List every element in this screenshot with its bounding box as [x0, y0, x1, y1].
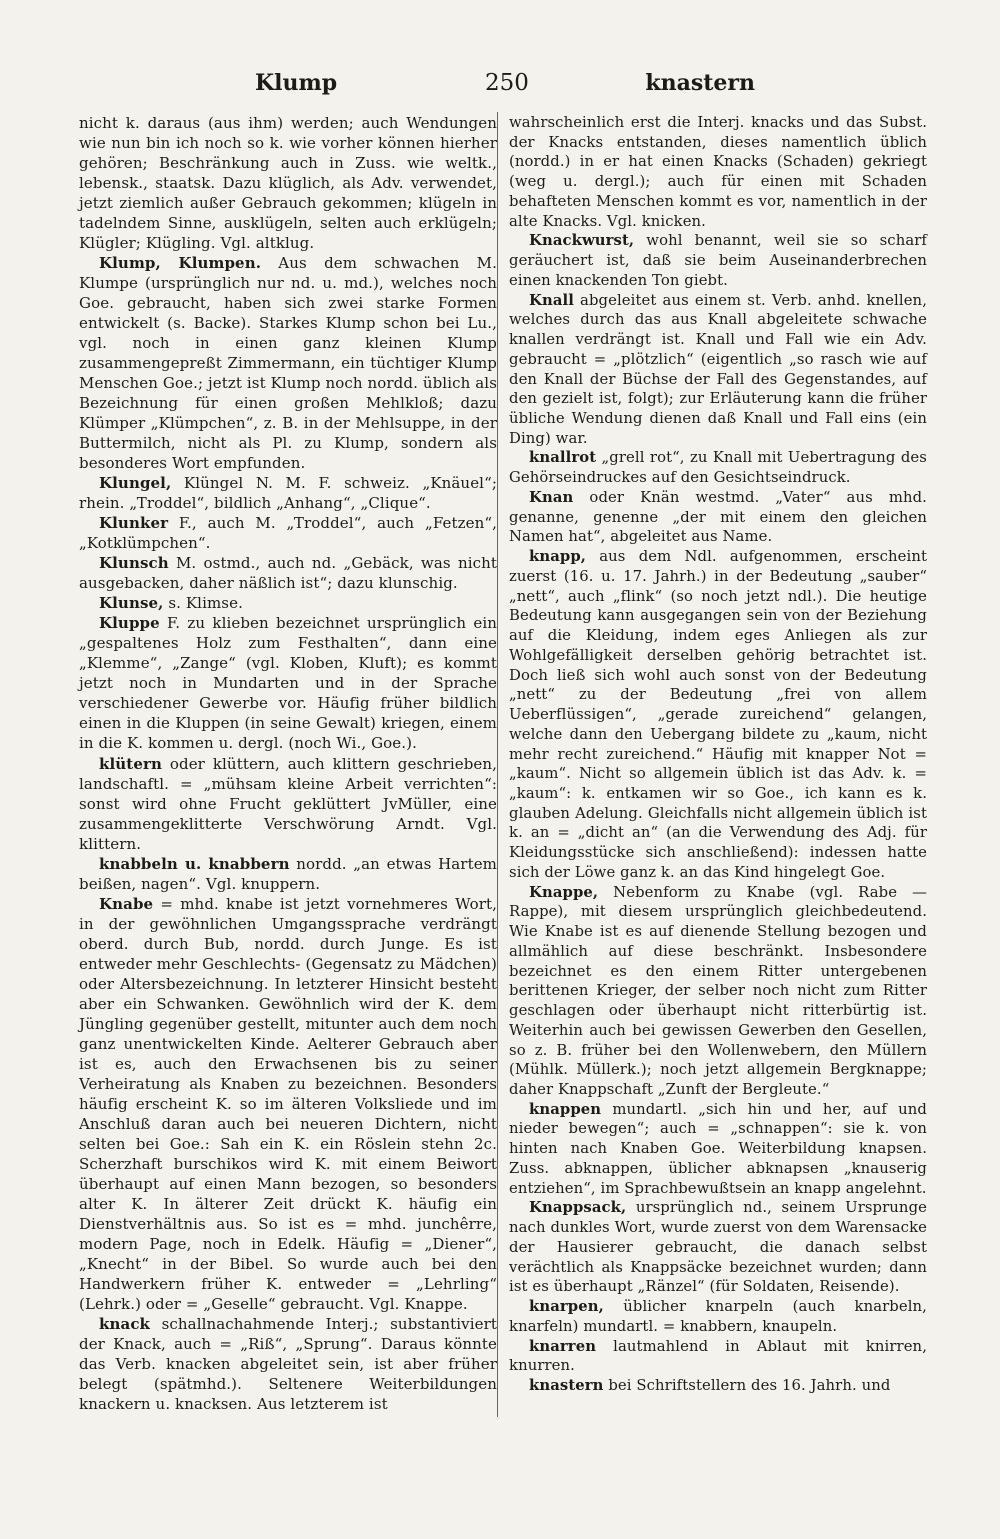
- entry-headword: Knall: [529, 291, 574, 309]
- entry-headword: knallrot: [529, 449, 597, 467]
- entry-text: wahrscheinlich erst die Interj. knacks und das Subst. der Knacks entstanden, dieses namentlich üblich (nordd.) in er hat einen Knacks (Schaden) gekriegt (weg u. dergl.); auch für einen mit Schaden behafteten Menschen kommt es vor, namentlich in der alte Knacks. Vgl. knicken.: [509, 114, 927, 230]
- entry-text: M. ostmd., auch nd. „Gebäck, was nicht ausgebacken, daher näßlich ist“; dazu klunschig.: [79, 554, 497, 593]
- entry-headword: Knan: [529, 488, 574, 506]
- entry-headword: knappen: [529, 1100, 602, 1118]
- column-divider: [497, 112, 498, 1417]
- entry-text: oder klüttern, auch klittern geschrieben, landschaftl. = „mühsam kleine Arbeit verrichten“: sonst wird ohne Frucht geklüttert JvMüller, eine zusammengeklitterte Verschwörung Arndt. Vgl. klittern.: [79, 754, 497, 853]
- entry-text: F., auch M. „Troddel“, auch „Fetzen“, „Kotklümpchen“.: [79, 514, 497, 553]
- dictionary-entry: [79, 513, 497, 553]
- entry-headword: Klunker: [99, 514, 169, 533]
- entry-headword: Klungel,: [99, 474, 172, 493]
- entry-text: nicht k. daraus (aus ihm) werden; auch Wendungen wie nun bin ich noch so k. wie vorher können hierher gehören; Beschränkung auch in Zuss. wie weltk., lebensk., staatsk. Dazu klüglich, als Adv. verwendet, jetzt ziemlich außer Gebrauch gekommen; klügeln in tadelndem Sinne, ausklügeln, selten auch erklügeln; Klügler; Klügling. Vgl. altklug.: [79, 114, 497, 253]
- entry-headword: knarren: [529, 1337, 597, 1355]
- dictionary-entry: [509, 1198, 927, 1297]
- dictionary-entry: [79, 894, 497, 1314]
- dictionary-entry: [509, 113, 927, 231]
- entry-text: = mhd. knabe ist jetzt vornehmeres Wort, in der gewöhnlichen Umgangssprache verdrängt oberd. durch Bub, nordd. durch Junge. Es ist entweder mehr Geschlechts- (Gegensatz zu Mädchen) oder Altersbezeichnung. In letzterer Hinsicht besteht aber ein Schwanken. Gewöhnlich wird der K. dem Jüngling gegenüber gestellt, mitunter auch dem noch ganz unentwickelten Kinde. Aelterer Gebrauch aber ist es, auch den Erwachsenen bis zu seiner Verheiratung als Knaben zu bezeichnen. Besonders häufig erscheint K. so im älteren Volksliede und im Anschluß daran auch bei neueren Dichtern, nicht selten bei Goe.: Sah ein K. ein Röslein stehn 2c. Scherzhaft burschikos wird K. mit einem Beiwort überhaupt auf einen Mann bezogen, so besonders alter K. In älterer Zeit drückt K. häufig ein Dienstverhältnis aus. So ist es = mhd. junchêrre, modern Page, noch in Edelk. Häufig = „Diener“, „Knecht“ in der Bibel. So wurde auch bei den Handwerkern früher K. entweder = „Lehrling“ (Lehrk.) oder = „Geselle“ gebraucht. Vgl. Knappe.: [79, 894, 497, 1313]
- dictionary-entry: [79, 553, 497, 593]
- entry-headword: Kluppe: [99, 614, 160, 633]
- entry-text: wohl benannt, weil sie so scharf geräuchert ist, daß sie beim Auseinanderbrechen einen knackenden Ton giebt.: [509, 232, 927, 289]
- dictionary-entry: [509, 448, 927, 487]
- dictionary-entry: [509, 231, 927, 290]
- entry-headword: Knappe,: [529, 883, 599, 901]
- dictionary-entry: [79, 1314, 497, 1414]
- dictionary-entry: [509, 1297, 927, 1336]
- page-number: 250: [485, 70, 529, 96]
- dictionary-entry: [79, 754, 497, 854]
- dictionary-entry: [79, 473, 497, 513]
- entry-headword: knack: [99, 1314, 151, 1333]
- entry-text: Nebenform zu Knabe (vgl. Rabe — Rappe), mit diesem ursprünglich gleichbedeutend. Wie Knabe ist es auf dienende Stellung bezogen und allmählich auf diese beschränkt. Insbesondere bezeichnet es den einem Ritter untergebenen berittenen Krieger, der selber noch nicht zum Ritter geschlagen oder überhaupt nicht ritterbürtig ist. Weiterhin auch bei gewissen Gewerben den Gesellen, so z. B. früher bei den Wollenwebern, den Müllern (Mühlk. Müllerk.); noch jetzt allgemein Bergknappe; daher Knappschaft „Zunft der Bergleute.“: [509, 883, 927, 1098]
- entry-headword: Knappsack,: [529, 1199, 627, 1217]
- dictionary-entry: [509, 1337, 927, 1376]
- right-catchword: knastern: [645, 70, 755, 96]
- entry-text: bei Schriftstellern des 16. Jahrh. und: [603, 1377, 891, 1394]
- entry-headword: klütern: [99, 754, 162, 773]
- entry-headword: Knabe: [99, 894, 154, 913]
- left-catchword: Klump: [255, 70, 338, 96]
- entry-text: abgeleitet aus einem st. Verb. anhd. knellen, welches durch das aus Knall abgeleitete schwache knallen verdrängt ist. Knall und Fall wie ein Adv. gebraucht = „plötzlich“ (eigentlich „so rasch wie auf den Knall der Büchse der Fall des Gegenstandes, auf den gezielt ist, folgt); zur Erläuterung kann die früher übliche Wendung dienen daß Knall und Fall eins (ein Ding) war.: [509, 291, 927, 447]
- dictionary-entry: [79, 593, 497, 613]
- entry-headword: Klump, Klumpen.: [99, 254, 262, 273]
- entry-text: mundartl. „sich hin und her, auf und nieder bewegen“; auch = „schnappen“: sie k. von hinten nach Knaben Goe. Weiterbildung knapsen. Zuss. abknappen, üblicher abknapsen „knauserig entziehen“, im Sprachbewußtsein an knapp angelehnt.: [509, 1100, 927, 1197]
- entry-headword: Klunsch: [99, 554, 169, 573]
- entry-text: s. Klimse.: [163, 594, 243, 613]
- dictionary-entry: [509, 1100, 927, 1199]
- entry-text: „grell rot“, zu Knall mit Uebertragung des Gehörseindruckes auf den Gesichtseindruck.: [509, 449, 927, 487]
- entry-text: oder Knän westmd. „Vater“ aus mhd. genanne, genenne „der mit einem den gleichen Namen hat“, abgeleitet aus Name.: [509, 488, 927, 546]
- dictionary-entry: [509, 547, 927, 882]
- entry-text: ursprünglich nd., seinem Ursprunge nach dunkles Wort, wurde zuerst von dem Warensacke der Hausierer gebraucht, die danach selbst verächtlich als Knappsäcke bezeichnet wurden; dann ist es überhaupt „Ränzel“ (für Soldaten, Reisende).: [509, 1199, 927, 1296]
- dictionary-entry: [79, 613, 497, 753]
- right-column: [509, 113, 927, 1413]
- entry-headword: Knackwurst,: [529, 232, 635, 250]
- entry-headword: Klunse,: [99, 594, 164, 613]
- left-column: [79, 113, 497, 1413]
- entry-text: lautmahlend in Ablaut mit knirren, knurren.: [509, 1337, 927, 1375]
- entry-text: Aus dem schwachen M. Klumpe (ursprünglich nur nd. u. md.), welches noch Goe. gebraucht, haben sich zwei starke Formen entwickelt (s. Backe). Starkes Klump schon bei Lu., vgl. noch in einen ganz kleinen Klump zusammengepreßt Zimmermann, ein tüchtiger Klump Menschen Goe.; jetzt ist Klump noch nordd. üblich als Bezeichnung für einen großen Mehlkloß; dazu Klümper „Klümpchen“, z. B. in der Mehlsuppe, in der Buttermilch, nicht als Pl. zu Klump, sondern als besonderes Wort empfunden.: [79, 254, 497, 473]
- dictionary-entry: [509, 291, 927, 449]
- dictionary-entry: [79, 854, 497, 894]
- entry-text: F. zu klieben bezeichnet ursprünglich ein „gespaltenes Holz zum Festhalten“, dann eine „Klemme“, „Zange“ (vgl. Kloben, Kluft); es kommt jetzt noch in Mundarten und in der Sprache verschiedener Gewerbe vor. Häufig früher bildlich einen in die Kluppen (in seine Gewalt) kriegen, einem in die K. kommen u. dergl. (noch Wi., Goe.).: [79, 614, 497, 753]
- entry-text: Klüngel N. M. F. schweiz. „Knäuel“; rhein. „Troddel“, bildlich „Anhang“, „Clique“.: [79, 474, 497, 513]
- entry-headword: knabbeln u. knabbern: [99, 854, 290, 873]
- dictionary-entry: [509, 883, 927, 1100]
- entry-text: nordd. „an etwas Hartem beißen, nagen“. Vgl. knuppern.: [79, 854, 497, 893]
- entry-text: aus dem Ndl. aufgenommen, erscheint zuerst (16. u. 17. Jahrh.) in der Bedeutung „sauber“ „nett“, auch „flink“ (so noch jetzt ndl.). Die heutige Bedeutung kann ausgegangen sein von der Beziehung auf die Kleidung, indem eges Anliegen als zur Wohlgefälligkeit derselben gehörig betrachtet ist. Doch ließ sich wohl auch sonst von der Bedeutung „nett“ zu der Bedeutung „frei von allem Ueberflüssigen“, „gerade zureichend“ gelangen, welche dann den Uebergang bildete zu „kaum, nicht mehr recht zureichend.“ Häufig mit knapper Not = „kaum“. Nicht so allgemein üblich ist das Adv. k. = „kaum“: k. entkamen wir so Goe., ich kann es k. glauben Adelung. Gleichfalls nicht allgemein üblich ist k. an = „dicht an“ (an die Verwendung des Adj. für Kleidungsstücke sich anschließend): indessen hatte sich der Löwe ganz k. an das Kind hingelegt Goe.: [509, 548, 927, 881]
- running-header: [80, 70, 925, 104]
- dictionary-entry: [509, 488, 927, 547]
- entry-text: üblicher knarpeln (auch knarbeln, knarfeln) mundartl. = knabbern, knaupeln.: [509, 1298, 927, 1335]
- entry-text: schallnachahmende Interj.; substantiviert der Knack, auch = „Riß“, „Sprung“. Daraus könnte das Verb. knacken abgeleitet sein, ist aber früher belegt (spätmhd.). Seltenere Weiterbildungen knackern u. knacksen. Aus letzterem ist: [79, 1314, 497, 1413]
- dictionary-entry: [79, 113, 497, 253]
- dictionary-entry: [79, 253, 497, 473]
- dictionary-entry: [509, 1376, 927, 1396]
- entry-headword: knastern: [529, 1377, 604, 1394]
- entry-headword: knarpen,: [529, 1298, 604, 1316]
- entry-headword: knapp,: [529, 548, 587, 566]
